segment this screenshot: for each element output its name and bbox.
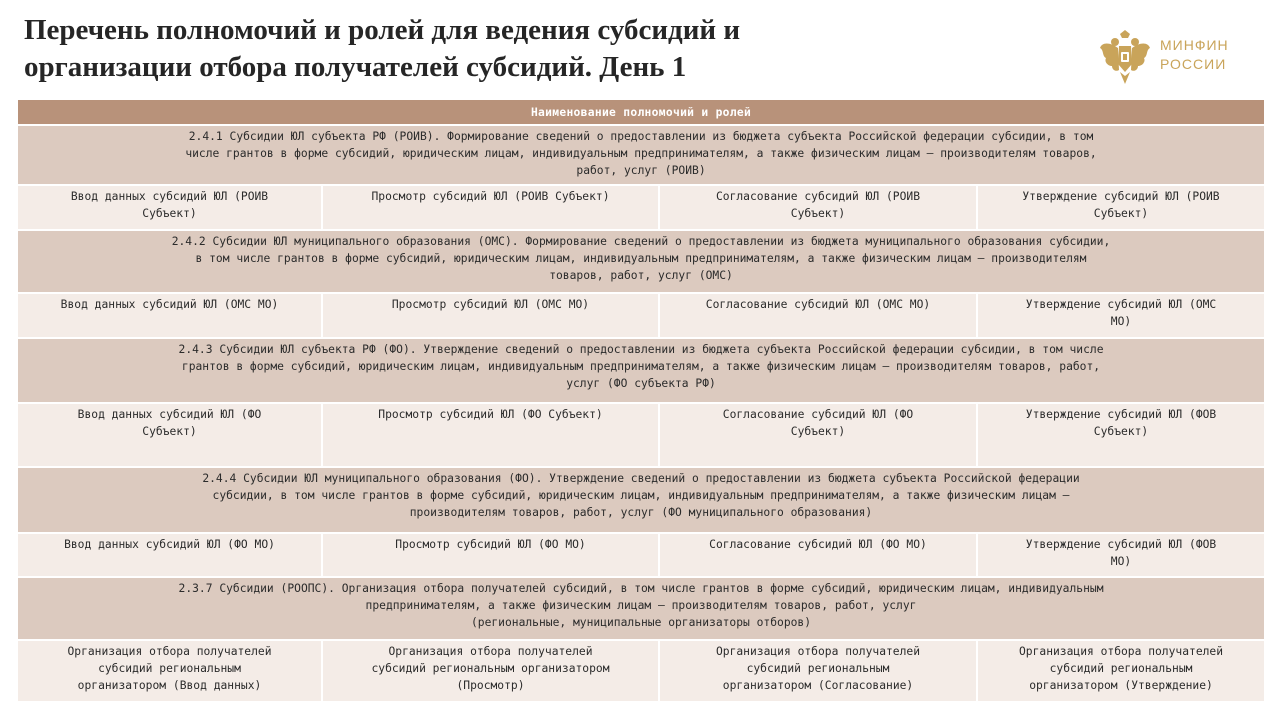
section-line: 2.4.2 Субсидии ЮЛ муниципального образования (ОМС). Формирование сведений о предоставлении из бюджета муниципального образования субсидии,: [171, 235, 1111, 248]
role-cell: [17, 640, 322, 702]
section-line: 2.3.7 Субсидии (РООПС). Организация отбора получателей субсидий, в том числе грантов в форме субсидий, юридическим лицам, индивидуальным: [178, 582, 1104, 595]
role-cell: [659, 185, 977, 230]
section-row: [17, 577, 1265, 640]
roles-table: [16, 98, 1266, 703]
role-cell: [322, 403, 659, 467]
section-row: [17, 230, 1265, 293]
role-cell: [322, 185, 659, 230]
role-line: Согласование субсидий ЮЛ (ОМС МО): [705, 298, 931, 311]
role-line: Организация отбора получателей: [388, 645, 593, 658]
role-cell: [977, 293, 1265, 338]
role-line: субсидий региональным: [1049, 662, 1193, 675]
role-cell: [17, 533, 322, 577]
role-line: Организация отбора получателей: [1018, 645, 1224, 658]
logo-text-line-2: РОССИИ: [1160, 56, 1227, 72]
role-cell: [977, 403, 1265, 467]
section-description: [17, 125, 1265, 185]
role-cell: [322, 293, 659, 338]
page-title-line-1: Перечень полномочий и ролей для ведения субсидий и: [24, 14, 741, 46]
section-line: числе грантов в форме субсидий, юридическим лицам, индивидуальным предпринимателям, а также физическим лицам – производителям товаров,: [185, 147, 1097, 160]
role-line: Утверждение субсидий ЮЛ (ОМС: [1025, 298, 1217, 311]
section-line: 2.4.3 Субсидии ЮЛ субъекта РФ (ФО). Утверждение сведений о предоставлении из бюджета субъекта Российской федерации субсидии, в том числе: [178, 343, 1104, 356]
role-line: Ввод данных субсидий ЮЛ (РОИВ: [70, 190, 269, 203]
role-line: Просмотр субсидий ЮЛ (ФО МО): [395, 538, 586, 551]
section-line: услуг (ФО субъекта РФ): [566, 377, 716, 390]
role-line: организатором (Ввод данных): [77, 679, 262, 692]
section-description: [17, 338, 1265, 403]
role-line: организатором (Согласование): [722, 679, 914, 692]
section-description: [17, 467, 1265, 533]
role-line: Ввод данных субсидий ЮЛ (ФО МО): [64, 538, 275, 551]
roles-row: [17, 403, 1265, 467]
role-line: Просмотр субсидий ЮЛ (ФО Субъект): [378, 408, 603, 421]
role-cell: [17, 293, 322, 338]
role-line: Субъект): [790, 207, 846, 220]
section-line: производителям товаров, работ, услуг (ФО муниципального образования): [409, 506, 873, 519]
role-line: Утверждение субсидий ЮЛ (РОИВ: [1022, 190, 1220, 203]
section-line: субсидии, в том числе грантов в форме субсидий, юридическим лицам, индивидуальным предпринимателям, а также физическим лицам –: [212, 489, 1070, 502]
role-line: Субъект): [790, 425, 846, 438]
role-line: субсидий региональным: [746, 662, 890, 675]
section-row: [17, 338, 1265, 403]
role-line: Организация отбора получателей: [715, 645, 921, 658]
role-line: Согласование субсидий ЮЛ (ФО: [722, 408, 914, 421]
section-line: предпринимателям, а также физическим лицам – производителям товаров, работ, услуг: [365, 599, 917, 612]
role-line: Субъект): [1093, 207, 1149, 220]
section-line: грантов в форме субсидий, юридическим лицам, индивидуальным предпринимателям, а также физическим лицам – производителям товаров, работ,: [181, 360, 1101, 373]
role-line: Организация отбора получателей: [67, 645, 272, 658]
role-line: Ввод данных субсидий ЮЛ (ОМС МО): [60, 298, 279, 311]
section-row: [17, 125, 1265, 185]
section-line: в том числе грантов в форме субсидий, юридическим лицам, индивидуальным предпринимателям, а также физическим лицам – производителям: [195, 252, 1087, 265]
role-cell: [659, 403, 977, 467]
section-description: [17, 577, 1265, 640]
section-line: товаров, работ, услуг (ОМС): [549, 269, 733, 282]
role-line: субсидий региональным организатором: [371, 662, 610, 675]
section-description: [17, 230, 1265, 293]
section-line: (региональные, муниципальные организаторы отборов): [470, 616, 812, 629]
roles-row: [17, 185, 1265, 230]
role-line: Утверждение субсидий ЮЛ (ФОВ: [1025, 408, 1217, 421]
section-line: 2.4.1 Субсидии ЮЛ субъекта РФ (РОИВ). Формирование сведений о предоставлении из бюджета субъекта Российской федерации субсидии, в том: [188, 130, 1094, 143]
role-cell: [659, 533, 977, 577]
role-cell: [977, 640, 1265, 702]
role-line: Просмотр субсидий ЮЛ (РОИВ Субъект): [371, 190, 610, 203]
table-header: Наименование полномочий и ролей: [17, 99, 1265, 125]
role-cell: [659, 640, 977, 702]
role-cell: [977, 185, 1265, 230]
section-line: работ, услуг (РОИВ): [576, 164, 706, 177]
role-cell: [17, 185, 322, 230]
role-cell: [17, 403, 322, 467]
role-line: организатором (Утверждение): [1029, 679, 1213, 692]
role-line: Субъект): [142, 207, 197, 220]
section-row: [17, 467, 1265, 533]
roles-row: [17, 640, 1265, 702]
role-cell: [977, 533, 1265, 577]
role-line: МО): [1110, 315, 1132, 328]
role-line: Субъект): [1093, 425, 1149, 438]
page-title: [24, 12, 1024, 86]
roles-row: [17, 533, 1265, 577]
role-cell: [322, 533, 659, 577]
logo-text-line-1: МИНФИН: [1160, 37, 1229, 53]
role-cell: [322, 640, 659, 702]
role-line: Просмотр субсидий ЮЛ (ОМС МО): [391, 298, 590, 311]
role-cell: [659, 293, 977, 338]
role-line: Ввод данных субсидий ЮЛ (ФО: [77, 408, 262, 421]
role-line: Утверждение субсидий ЮЛ (ФОВ: [1025, 538, 1217, 551]
section-line: 2.4.4 Субсидии ЮЛ муниципального образования (ФО). Утверждение сведений о предоставлении из бюджета субъекта Российской федерации: [202, 472, 1080, 485]
role-line: Согласование субсидий ЮЛ (ФО МО): [709, 538, 927, 551]
role-line: (Просмотр): [456, 679, 525, 692]
page-title-line-2: организации отбора получателей субсидий. День 1: [24, 51, 687, 83]
roles-row: [17, 293, 1265, 338]
role-line: Субъект): [142, 425, 197, 438]
double-headed-eagle-icon: [1098, 30, 1152, 86]
role-line: МО): [1110, 555, 1132, 568]
minfin-logo: [1098, 30, 1238, 86]
role-line: Согласование субсидий ЮЛ (РОИВ: [715, 190, 921, 203]
role-line: субсидий региональным: [98, 662, 241, 675]
